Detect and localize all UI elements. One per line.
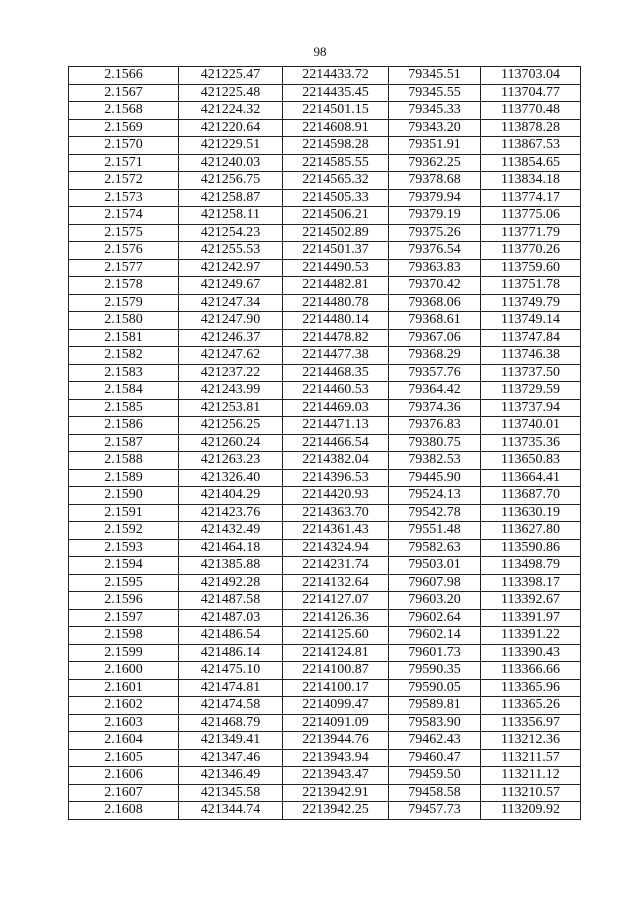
y2-cell: 113687.70 [481,487,581,505]
x2-cell: 79583.90 [389,714,481,732]
point-id-cell: 2.1592 [69,522,179,540]
point-id-cell: 2.1594 [69,557,179,575]
x2-cell: 79382.53 [389,452,481,470]
point-id-cell: 2.1597 [69,609,179,627]
table-row [69,714,581,732]
y1-cell: 2213942.91 [283,784,389,802]
y2-cell: 113747.84 [481,329,581,347]
y2-cell: 113212.36 [481,732,581,750]
x2-cell: 79458.58 [389,784,481,802]
y2-cell: 113770.26 [481,242,581,260]
y2-cell: 113867.53 [481,137,581,155]
table-row [69,627,581,645]
y2-cell: 113770.48 [481,102,581,120]
x2-cell: 79445.90 [389,469,481,487]
y2-cell: 113878.28 [481,119,581,137]
table-row [69,487,581,505]
y1-cell: 2214091.09 [283,714,389,732]
y1-cell: 2214132.64 [283,574,389,592]
x2-cell: 79363.83 [389,259,481,277]
point-id-cell: 2.1608 [69,802,179,820]
y2-cell: 113211.57 [481,749,581,767]
x2-cell: 79368.29 [389,347,481,365]
x2-cell: 79590.05 [389,679,481,697]
table-row [69,154,581,172]
y1-cell: 2213944.76 [283,732,389,750]
point-id-cell: 2.1574 [69,207,179,225]
point-id-cell: 2.1581 [69,329,179,347]
table-row [69,679,581,697]
y1-cell: 2214466.54 [283,434,389,452]
x1-cell: 421464.18 [179,539,283,557]
x1-cell: 421404.29 [179,487,283,505]
point-id-cell: 2.1598 [69,627,179,645]
y2-cell: 113729.59 [481,382,581,400]
x2-cell: 79379.94 [389,189,481,207]
table-row [69,732,581,750]
y2-cell: 113356.97 [481,714,581,732]
table-row [69,784,581,802]
x1-cell: 421347.46 [179,749,283,767]
x1-cell: 421486.14 [179,644,283,662]
x1-cell: 421349.41 [179,732,283,750]
y2-cell: 113704.77 [481,84,581,102]
x2-cell: 79357.76 [389,364,481,382]
point-id-cell: 2.1575 [69,224,179,242]
point-id-cell: 2.1578 [69,277,179,295]
y1-cell: 2214125.60 [283,627,389,645]
y1-cell: 2214435.45 [283,84,389,102]
table-row [69,417,581,435]
y1-cell: 2214490.53 [283,259,389,277]
x2-cell: 79378.68 [389,172,481,190]
y2-cell: 113365.26 [481,697,581,715]
y1-cell: 2214396.53 [283,469,389,487]
x1-cell: 421255.53 [179,242,283,260]
x1-cell: 421247.34 [179,294,283,312]
y2-cell: 113751.78 [481,277,581,295]
table-row [69,469,581,487]
table-row [69,802,581,820]
table-row [69,364,581,382]
table-row [69,557,581,575]
x1-cell: 421326.40 [179,469,283,487]
y1-cell: 2214420.93 [283,487,389,505]
x2-cell: 79582.63 [389,539,481,557]
y2-cell: 113498.79 [481,557,581,575]
x2-cell: 79362.25 [389,154,481,172]
x2-cell: 79368.06 [389,294,481,312]
x1-cell: 421240.03 [179,154,283,172]
coordinates-table [68,66,581,820]
x1-cell: 421344.74 [179,802,283,820]
y2-cell: 113650.83 [481,452,581,470]
x2-cell: 79503.01 [389,557,481,575]
x2-cell: 79589.81 [389,697,481,715]
y1-cell: 2214482.81 [283,277,389,295]
point-id-cell: 2.1568 [69,102,179,120]
y1-cell: 2214608.91 [283,119,389,137]
y2-cell: 113398.17 [481,574,581,592]
x1-cell: 421225.47 [179,67,283,85]
x2-cell: 79376.54 [389,242,481,260]
x1-cell: 421385.88 [179,557,283,575]
y1-cell: 2213943.47 [283,767,389,785]
table-row [69,697,581,715]
point-id-cell: 2.1596 [69,592,179,610]
y2-cell: 113737.94 [481,399,581,417]
table-row [69,84,581,102]
table-row [69,592,581,610]
y1-cell: 2214433.72 [283,67,389,85]
x2-cell: 79351.91 [389,137,481,155]
x2-cell: 79380.75 [389,434,481,452]
y2-cell: 113740.01 [481,417,581,435]
x1-cell: 421224.32 [179,102,283,120]
x2-cell: 79379.19 [389,207,481,225]
table-row [69,347,581,365]
x2-cell: 79590.35 [389,662,481,680]
point-id-cell: 2.1572 [69,172,179,190]
point-id-cell: 2.1601 [69,679,179,697]
y1-cell: 2214478.82 [283,329,389,347]
y1-cell: 2214506.21 [283,207,389,225]
point-id-cell: 2.1571 [69,154,179,172]
x1-cell: 421260.24 [179,434,283,452]
y2-cell: 113392.67 [481,592,581,610]
x1-cell: 421237.22 [179,364,283,382]
table-row [69,312,581,330]
x1-cell: 421243.99 [179,382,283,400]
x2-cell: 79370.42 [389,277,481,295]
point-id-cell: 2.1600 [69,662,179,680]
x2-cell: 79375.26 [389,224,481,242]
table-row [69,662,581,680]
table-row [69,189,581,207]
point-id-cell: 2.1577 [69,259,179,277]
x2-cell: 79343.20 [389,119,481,137]
x1-cell: 421247.90 [179,312,283,330]
table-row [69,224,581,242]
y2-cell: 113390.43 [481,644,581,662]
x2-cell: 79364.42 [389,382,481,400]
table-row [69,67,581,85]
x1-cell: 421249.67 [179,277,283,295]
table-row [69,539,581,557]
x1-cell: 421486.54 [179,627,283,645]
y1-cell: 2214460.53 [283,382,389,400]
y2-cell: 113211.12 [481,767,581,785]
point-id-cell: 2.1582 [69,347,179,365]
y1-cell: 2214480.78 [283,294,389,312]
y1-cell: 2214480.14 [283,312,389,330]
y1-cell: 2214100.87 [283,662,389,680]
point-id-cell: 2.1593 [69,539,179,557]
point-id-cell: 2.1579 [69,294,179,312]
table-row [69,504,581,522]
x2-cell: 79345.55 [389,84,481,102]
point-id-cell: 2.1602 [69,697,179,715]
point-id-cell: 2.1585 [69,399,179,417]
point-id-cell: 2.1584 [69,382,179,400]
y1-cell: 2214501.15 [283,102,389,120]
x1-cell: 421256.25 [179,417,283,435]
x1-cell: 421346.49 [179,767,283,785]
table-row [69,172,581,190]
point-id-cell: 2.1583 [69,364,179,382]
point-id-cell: 2.1587 [69,434,179,452]
x2-cell: 79462.43 [389,732,481,750]
x2-cell: 79460.47 [389,749,481,767]
y1-cell: 2213943.94 [283,749,389,767]
y1-cell: 2214126.36 [283,609,389,627]
y1-cell: 2214501.37 [283,242,389,260]
point-id-cell: 2.1570 [69,137,179,155]
table-row [69,294,581,312]
x2-cell: 79602.14 [389,627,481,645]
table-row [69,574,581,592]
x2-cell: 79374.36 [389,399,481,417]
point-id-cell: 2.1606 [69,767,179,785]
y1-cell: 2214505.33 [283,189,389,207]
x1-cell: 421423.76 [179,504,283,522]
x2-cell: 79601.73 [389,644,481,662]
table-row [69,767,581,785]
y2-cell: 113590.86 [481,539,581,557]
x2-cell: 79459.50 [389,767,481,785]
y1-cell: 2214565.32 [283,172,389,190]
point-id-cell: 2.1591 [69,504,179,522]
x2-cell: 79345.51 [389,67,481,85]
y1-cell: 2214585.55 [283,154,389,172]
y1-cell: 2214598.28 [283,137,389,155]
x1-cell: 421220.64 [179,119,283,137]
y2-cell: 113749.79 [481,294,581,312]
x1-cell: 421468.79 [179,714,283,732]
y2-cell: 113775.06 [481,207,581,225]
y2-cell: 113703.04 [481,67,581,85]
x1-cell: 421256.75 [179,172,283,190]
x1-cell: 421225.48 [179,84,283,102]
x1-cell: 421263.23 [179,452,283,470]
x1-cell: 421242.97 [179,259,283,277]
y2-cell: 113366.66 [481,662,581,680]
point-id-cell: 2.1599 [69,644,179,662]
x1-cell: 421229.51 [179,137,283,155]
point-id-cell: 2.1604 [69,732,179,750]
table-row [69,434,581,452]
point-id-cell: 2.1605 [69,749,179,767]
y2-cell: 113210.57 [481,784,581,802]
y2-cell: 113627.80 [481,522,581,540]
point-id-cell: 2.1567 [69,84,179,102]
y2-cell: 113391.97 [481,609,581,627]
point-id-cell: 2.1586 [69,417,179,435]
y1-cell: 2214471.13 [283,417,389,435]
x1-cell: 421246.37 [179,329,283,347]
y1-cell: 2214468.35 [283,364,389,382]
x1-cell: 421487.58 [179,592,283,610]
y2-cell: 113735.36 [481,434,581,452]
y2-cell: 113749.14 [481,312,581,330]
x1-cell: 421253.81 [179,399,283,417]
y2-cell: 113209.92 [481,802,581,820]
table-row [69,137,581,155]
table-row [69,277,581,295]
x2-cell: 79367.06 [389,329,481,347]
y2-cell: 113771.79 [481,224,581,242]
table-row [69,382,581,400]
x2-cell: 79542.78 [389,504,481,522]
x1-cell: 421475.10 [179,662,283,680]
y2-cell: 113630.19 [481,504,581,522]
x1-cell: 421254.23 [179,224,283,242]
table-row [69,102,581,120]
x1-cell: 421247.62 [179,347,283,365]
y2-cell: 113834.18 [481,172,581,190]
table-row [69,609,581,627]
table-row [69,399,581,417]
y2-cell: 113365.96 [481,679,581,697]
table-row [69,644,581,662]
x2-cell: 79524.13 [389,487,481,505]
y2-cell: 113774.17 [481,189,581,207]
point-id-cell: 2.1573 [69,189,179,207]
point-id-cell: 2.1580 [69,312,179,330]
point-id-cell: 2.1588 [69,452,179,470]
x2-cell: 79376.83 [389,417,481,435]
x1-cell: 421474.58 [179,697,283,715]
table-row [69,242,581,260]
x1-cell: 421474.81 [179,679,283,697]
point-id-cell: 2.1576 [69,242,179,260]
x1-cell: 421258.11 [179,207,283,225]
point-id-cell: 2.1603 [69,714,179,732]
x2-cell: 79607.98 [389,574,481,592]
point-id-cell: 2.1595 [69,574,179,592]
point-id-cell: 2.1590 [69,487,179,505]
y1-cell: 2214363.70 [283,504,389,522]
y1-cell: 2214361.43 [283,522,389,540]
x1-cell: 421432.49 [179,522,283,540]
table-row [69,329,581,347]
x1-cell: 421258.87 [179,189,283,207]
table-row [69,259,581,277]
page-number: 98 [313,44,327,59]
x2-cell: 79368.61 [389,312,481,330]
x1-cell: 421345.58 [179,784,283,802]
x2-cell: 79551.48 [389,522,481,540]
table-row [69,452,581,470]
y1-cell: 2214382.04 [283,452,389,470]
x1-cell: 421492.28 [179,574,283,592]
y1-cell: 2214231.74 [283,557,389,575]
y2-cell: 113391.22 [481,627,581,645]
table-row [69,207,581,225]
table-row [69,749,581,767]
point-id-cell: 2.1569 [69,119,179,137]
y1-cell: 2214100.17 [283,679,389,697]
point-id-cell: 2.1566 [69,67,179,85]
y1-cell: 2213942.25 [283,802,389,820]
y2-cell: 113737.50 [481,364,581,382]
y2-cell: 113746.38 [481,347,581,365]
y1-cell: 2214099.47 [283,697,389,715]
x2-cell: 79457.73 [389,802,481,820]
y1-cell: 2214127.07 [283,592,389,610]
x2-cell: 79602.64 [389,609,481,627]
y1-cell: 2214324.94 [283,539,389,557]
x1-cell: 421487.03 [179,609,283,627]
x2-cell: 79345.33 [389,102,481,120]
table-row [69,119,581,137]
point-id-cell: 2.1589 [69,469,179,487]
y1-cell: 2214124.81 [283,644,389,662]
table-row [69,522,581,540]
coordinates-table-body [69,67,581,820]
y1-cell: 2214469.03 [283,399,389,417]
y2-cell: 113854.65 [481,154,581,172]
y2-cell: 113759.60 [481,259,581,277]
y1-cell: 2214502.89 [283,224,389,242]
y1-cell: 2214477.38 [283,347,389,365]
point-id-cell: 2.1607 [69,784,179,802]
x2-cell: 79603.20 [389,592,481,610]
y2-cell: 113664.41 [481,469,581,487]
